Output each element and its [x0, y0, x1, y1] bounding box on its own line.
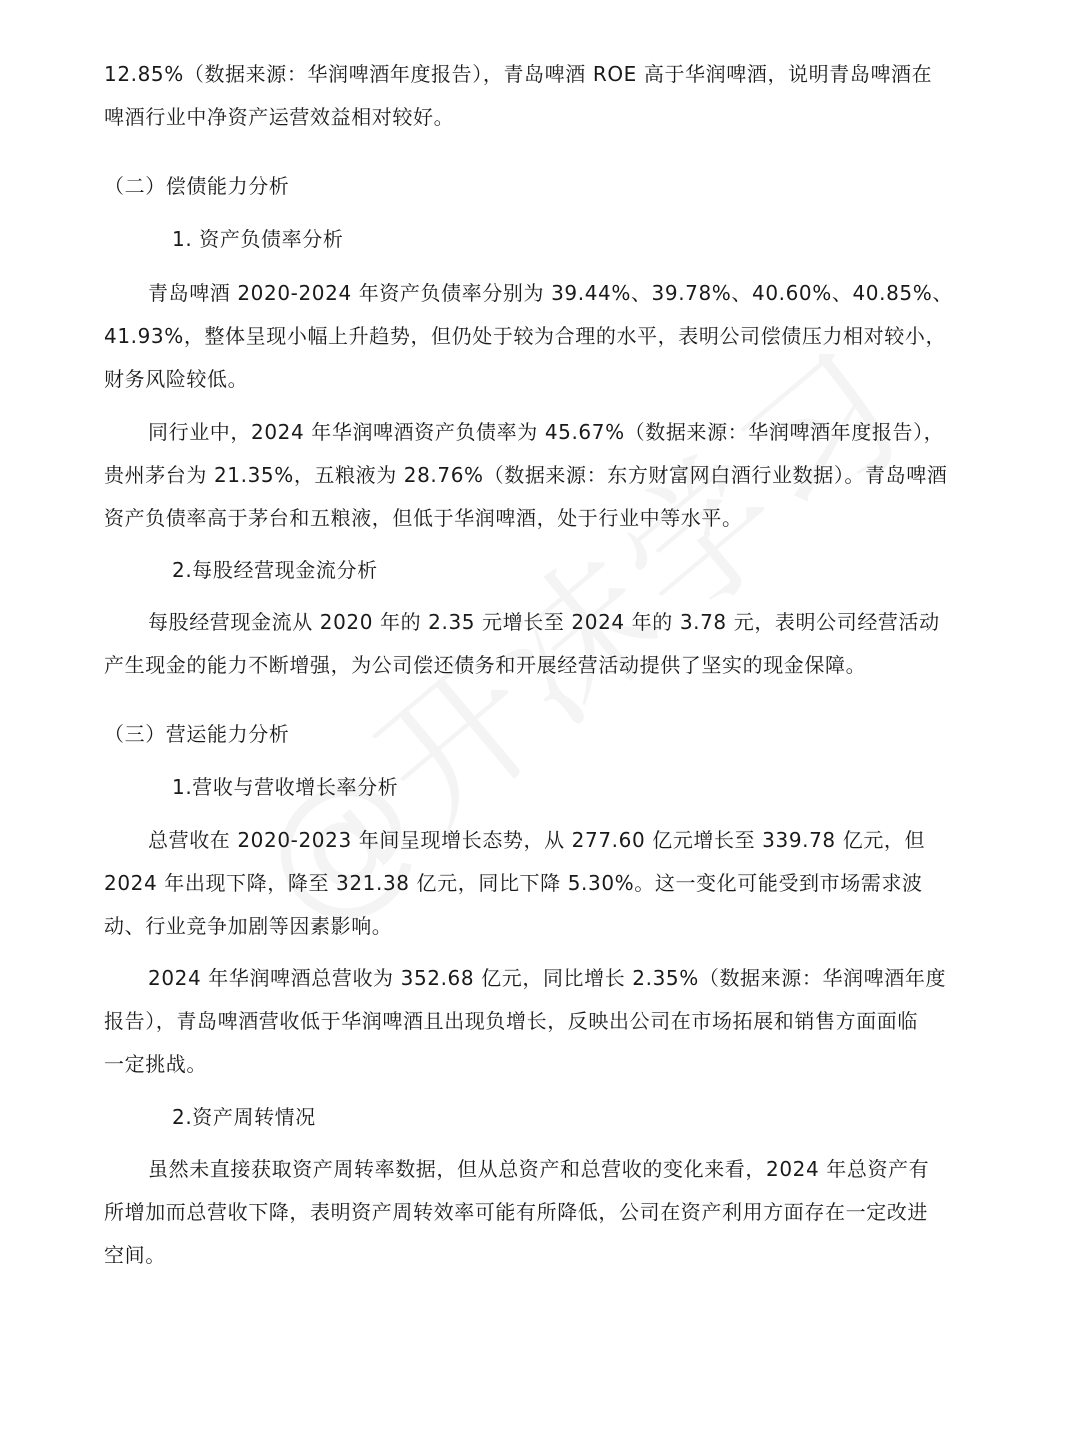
- paragraph-line: 41.93%，整体呈现小幅上升趋势，但仍处于较为合理的水平，表明公司偿债压力相对较小，: [104, 324, 947, 348]
- section-heading: （三）营运能力分析: [104, 722, 290, 746]
- section-heading: （二）偿债能力分析: [104, 174, 290, 198]
- paragraph-line: 虽然未直接获取资产周转率数据，但从总资产和总营收的变化来看，2024 年总资产有: [148, 1157, 930, 1181]
- paragraph-line: 报告），青岛啤酒营收低于华润啤酒且出现负增长，反映出公司在市场拓展和销售方面面临: [104, 1009, 918, 1033]
- paragraph-line: 财务风险较低。: [104, 367, 249, 391]
- subsection-heading: 2.每股经营现金流分析: [172, 558, 378, 582]
- subsection-heading: 2.资产周转情况: [172, 1105, 316, 1129]
- paragraph-line: 啤酒行业中净资产运营效益相对较好。: [104, 105, 455, 129]
- subsection-heading: 1.营收与营收增长率分析: [172, 775, 399, 799]
- paragraph-line: 2024 年出现下降，降至 321.38 亿元，同比下降 5.30%。这一变化可能受到市场需求波: [104, 871, 923, 895]
- paragraph-line: 12.85%（数据来源：华润啤酒年度报告），青岛啤酒 ROE 高于华润啤酒，说明青岛啤酒在: [104, 62, 933, 86]
- paragraph-line: 同行业中，2024 年华润啤酒资产负债率为 45.67%（数据来源：华润啤酒年度报告），: [148, 420, 945, 444]
- paragraph-line: 2024 年华润啤酒总营收为 352.68 亿元，同比增长 2.35%（数据来源：华润啤酒年度: [148, 966, 947, 990]
- paragraph-line: 动、行业竞争加剧等因素影响。: [104, 914, 393, 938]
- subsection-heading: 1. 资产负债率分析: [172, 227, 344, 251]
- paragraph-line: 总营收在 2020-2023 年间呈现增长态势，从 277.60 亿元增长至 339.78 亿元，但: [148, 828, 926, 852]
- paragraph-line: 青岛啤酒 2020-2024 年资产负债率分别为 39.44%、39.78%、40.60%、40.85%、: [148, 281, 953, 305]
- paragraph-line: 产生现金的能力不断增强，为公司偿还债务和开展经营活动提供了坚实的现金保障。: [104, 653, 867, 677]
- paragraph-line: 贵州茅台为 21.35%，五粮液为 28.76%（数据来源：东方财富网白酒行业数据）。青岛啤酒: [104, 463, 948, 487]
- paragraph-line: 空间。: [104, 1243, 166, 1267]
- paragraph-line: 每股经营现金流从 2020 年的 2.35 元增长至 2024 年的 3.78 元，表明公司经营活动: [148, 610, 940, 634]
- paragraph-line: 一定挑战。: [104, 1052, 207, 1076]
- paragraph-line: 资产负债率高于茅台和五粮液，但低于华润啤酒，处于行业中等水平。: [104, 506, 743, 530]
- paragraph-line: 所增加而总营收下降，表明资产周转效率可能有所降低，公司在资产利用方面存在一定改进: [104, 1200, 928, 1224]
